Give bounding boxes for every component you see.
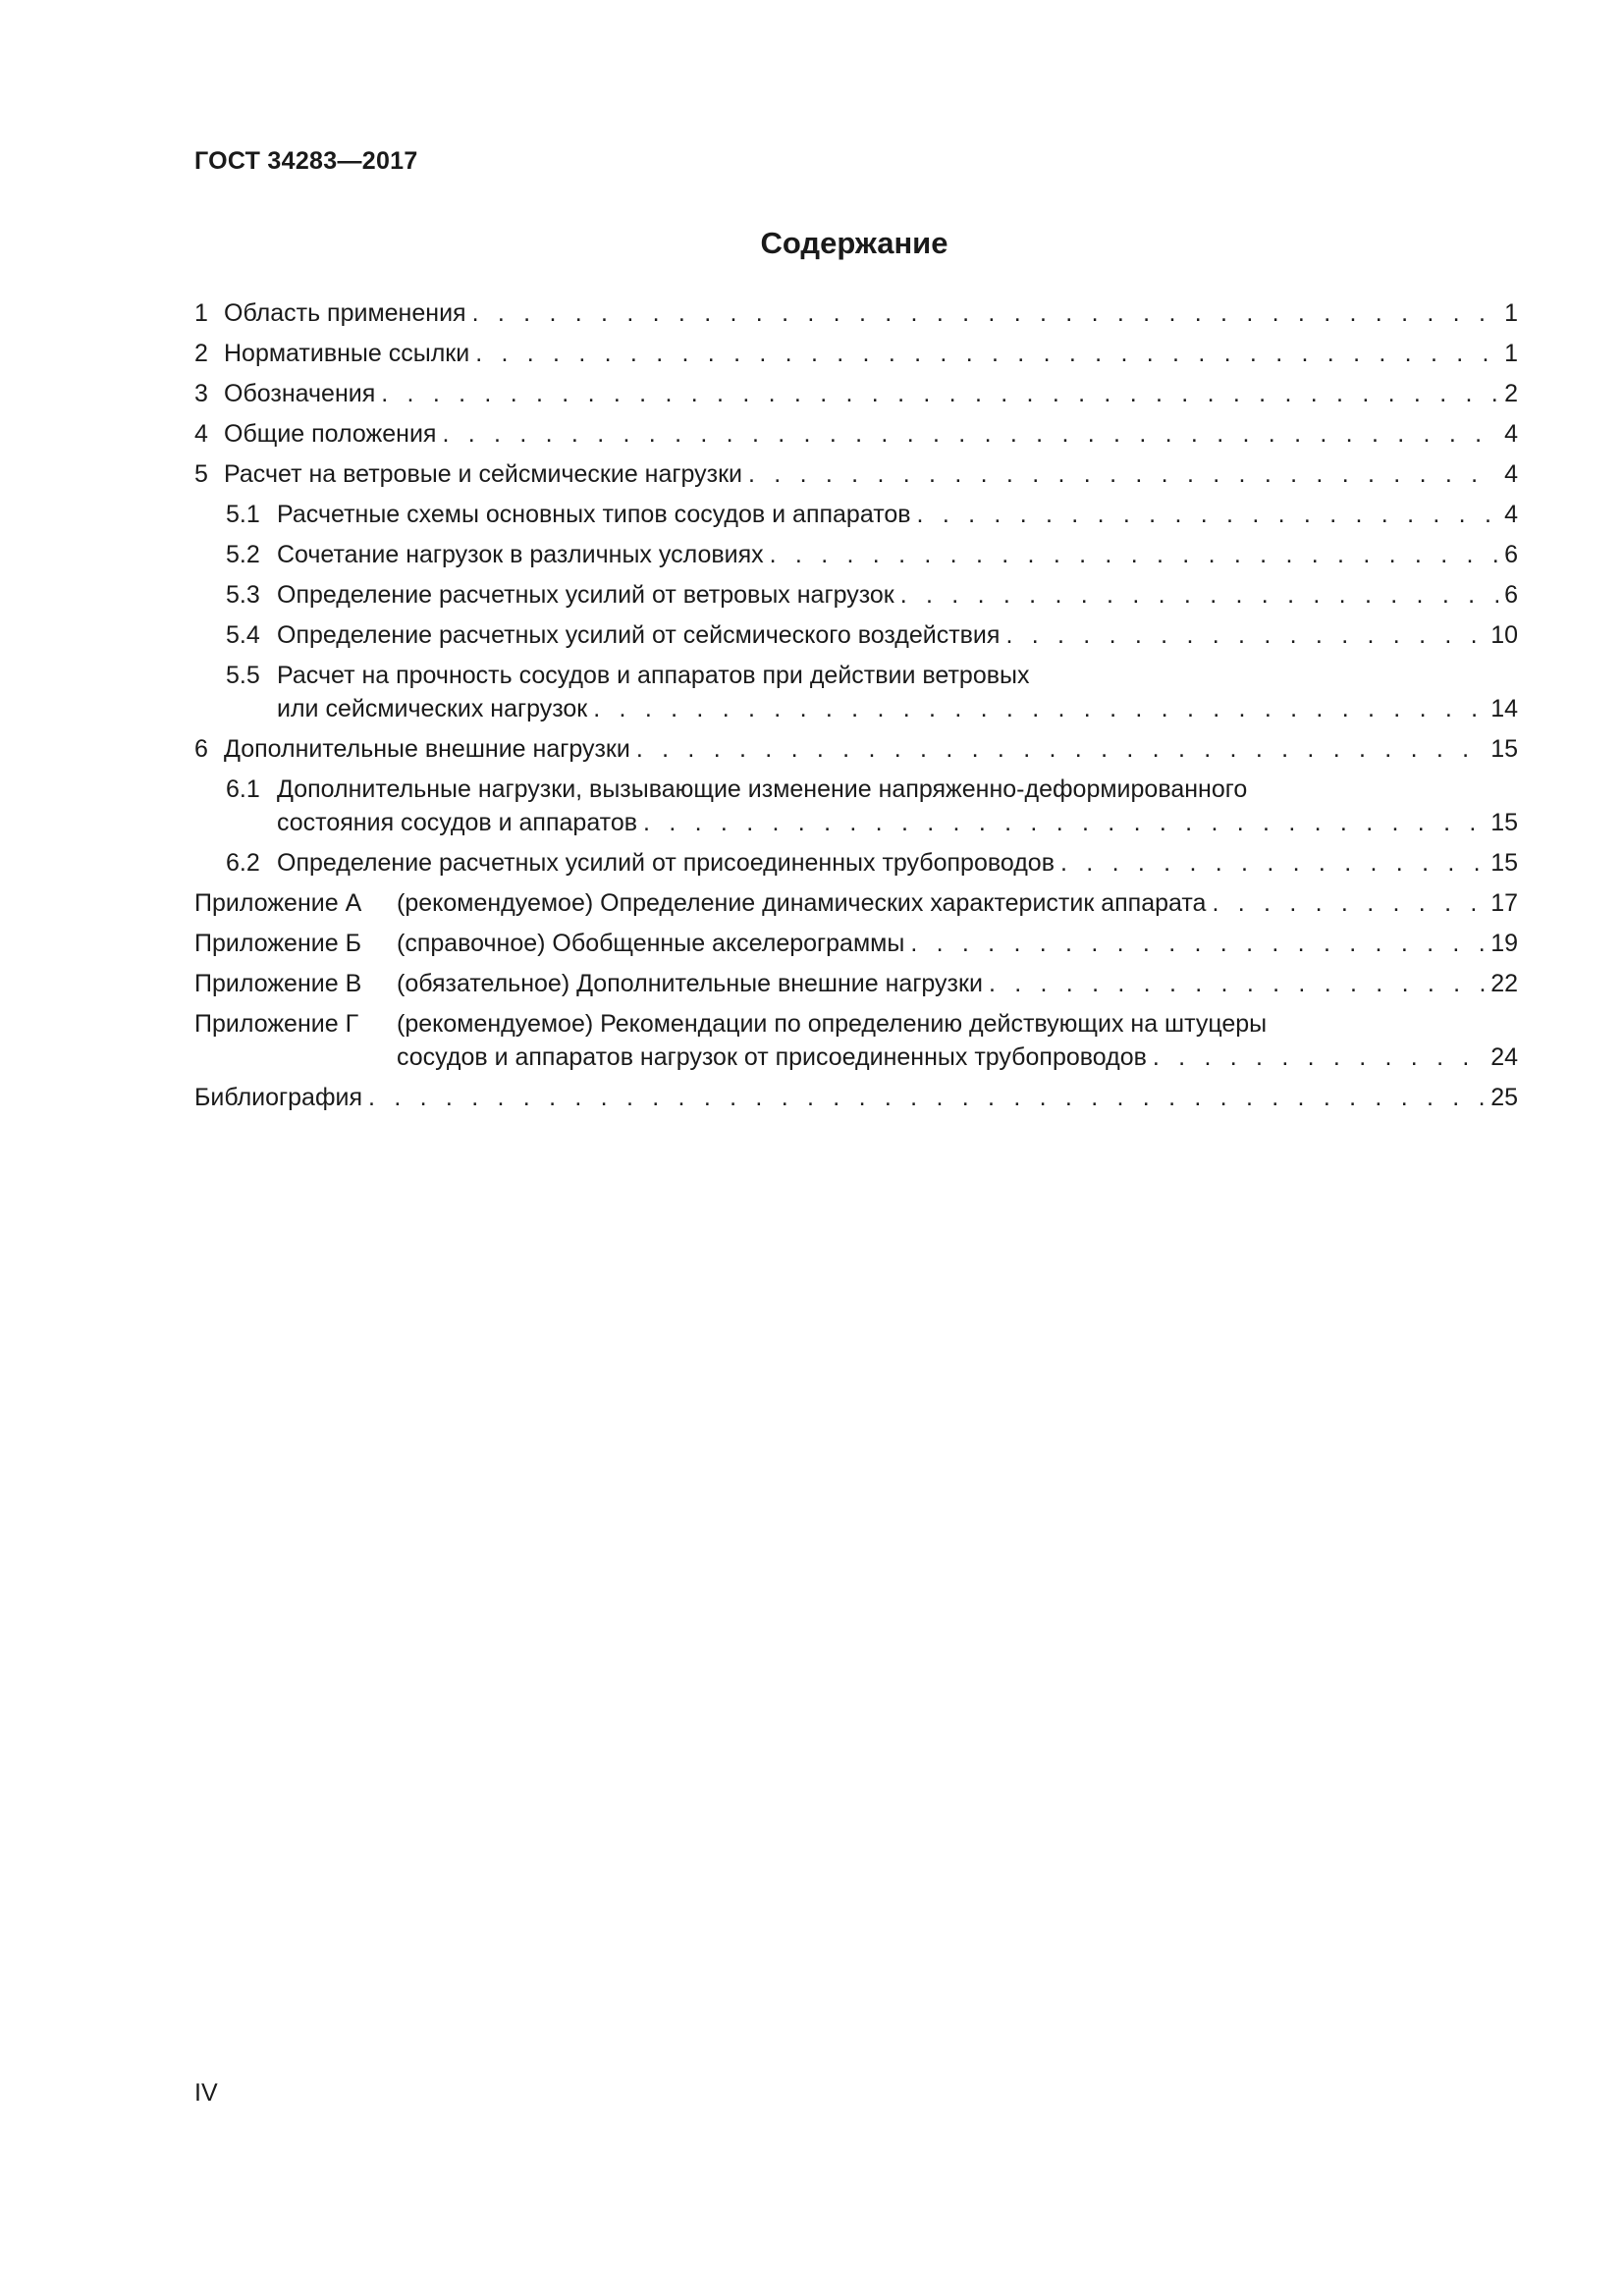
toc-entry-page: 15 xyxy=(1490,849,1518,877)
toc-entry-page: 24 xyxy=(1490,1043,1518,1071)
dot-leader xyxy=(1153,1038,1485,1078)
toc-entry[interactable] xyxy=(194,770,1518,843)
toc-entry-number: 3 xyxy=(194,380,208,407)
toc-entry-page: 4 xyxy=(1504,460,1518,488)
toc-entry-page: 17 xyxy=(1490,889,1518,917)
toc-entry-title-continued: состояния сосудов и аппаратов xyxy=(277,809,638,836)
toc-entry-title: Расчетные схемы основных типов сосудов и аппаратов xyxy=(277,501,911,528)
dot-leader xyxy=(472,294,1499,334)
page-number: IV xyxy=(194,2079,218,2107)
toc-appendix-label: Приложение В xyxy=(194,970,362,997)
toc-entry[interactable] xyxy=(194,414,1518,454)
toc-entry-title: Сочетание нагрузок в различных условиях xyxy=(277,541,764,568)
dot-leader xyxy=(643,803,1485,843)
dot-leader xyxy=(1060,843,1485,883)
dot-leader xyxy=(900,575,1498,615)
toc-entry[interactable] xyxy=(194,575,1518,615)
toc-entry-title: Определение расчетных усилий от сейсмического воздействия xyxy=(277,621,1001,649)
toc-entry[interactable] xyxy=(194,374,1518,414)
toc-entry-title: Дополнительные внешние нагрузки xyxy=(224,735,630,763)
toc-entry-number: 4 xyxy=(194,420,208,448)
toc-entry[interactable] xyxy=(194,535,1518,575)
toc-entry-appendix[interactable] xyxy=(194,883,1518,924)
toc-appendix-label: Приложение Б xyxy=(194,930,361,957)
dot-leader xyxy=(910,924,1485,964)
toc-entry-number: 5.2 xyxy=(226,541,260,568)
toc-entry-number: 2 xyxy=(194,340,208,367)
toc-entry-title: Определение расчетных усилий от ветровых нагрузок xyxy=(277,581,894,609)
toc-entry-bibliography[interactable] xyxy=(194,1078,1518,1118)
toc-entry[interactable] xyxy=(194,615,1518,656)
table-of-contents xyxy=(194,294,1518,1118)
toc-entry-title-continued: или сейсмических нагрузок xyxy=(277,695,588,722)
toc-entry-number: 5.3 xyxy=(226,581,260,609)
toc-entry-page: 22 xyxy=(1490,970,1518,997)
toc-entry-title: Область применения xyxy=(224,299,466,327)
toc-entry-page: 10 xyxy=(1490,621,1518,649)
toc-entry[interactable] xyxy=(194,454,1518,495)
dot-leader xyxy=(368,1078,1485,1118)
toc-entry-title: Дополнительные нагрузки, вызывающие изменение напряженно-деформированного xyxy=(277,775,1248,803)
toc-entry-page: 4 xyxy=(1504,420,1518,448)
toc-entry-number: 5.1 xyxy=(226,501,260,528)
dot-leader xyxy=(770,535,1498,575)
toc-entry[interactable] xyxy=(194,334,1518,374)
dot-leader xyxy=(1212,883,1485,924)
toc-entry-page: 14 xyxy=(1490,695,1518,722)
toc-entry-title: (обязательное) Дополнительные внешние нагрузки xyxy=(397,970,983,997)
toc-entry-title: Общие положения xyxy=(224,420,437,448)
dot-leader xyxy=(917,495,1499,535)
dot-leader xyxy=(1005,615,1485,656)
toc-entry-appendix[interactable] xyxy=(194,924,1518,964)
toc-entry-page: 2 xyxy=(1504,380,1518,407)
toc-entry-title: Обозначения xyxy=(224,380,376,407)
toc-entry-number: 5 xyxy=(194,460,208,488)
toc-entry-page: 15 xyxy=(1490,735,1518,763)
toc-entry[interactable] xyxy=(194,294,1518,334)
toc-entry-page: 25 xyxy=(1490,1084,1518,1111)
toc-entry[interactable] xyxy=(194,656,1518,729)
toc-entry-number: 5.5 xyxy=(226,662,260,689)
toc-entry-page: 4 xyxy=(1504,501,1518,528)
toc-entry-title: (справочное) Обобщенные акселерограммы xyxy=(397,930,905,957)
toc-entry-page: 6 xyxy=(1504,581,1518,609)
toc-entry-page: 6 xyxy=(1504,541,1518,568)
toc-entry-title: Расчет на прочность сосудов и аппаратов при действии ветровых xyxy=(277,662,1030,689)
dot-leader xyxy=(381,374,1498,414)
toc-entry-number: 1 xyxy=(194,299,208,327)
toc-entry-title: Определение расчетных усилий от присоединенных трубопроводов xyxy=(277,849,1055,877)
toc-entry-page: 19 xyxy=(1490,930,1518,957)
document-header: ГОСТ 34283—2017 xyxy=(194,147,418,175)
toc-appendix-label: Приложение А xyxy=(194,889,362,917)
toc-entry-title: Расчет на ветровые и сейсмические нагрузки xyxy=(224,460,742,488)
toc-entry[interactable] xyxy=(194,729,1518,770)
toc-entry[interactable] xyxy=(194,495,1518,535)
toc-entry-page: 1 xyxy=(1504,340,1518,367)
dot-leader xyxy=(636,729,1485,770)
dot-leader xyxy=(593,689,1485,729)
toc-entry-number: 6 xyxy=(194,735,208,763)
toc-entry-title: (рекомендуемое) Определение динамических характеристик аппарата xyxy=(397,889,1207,917)
toc-entry-number: 6.2 xyxy=(226,849,260,877)
toc-title: Содержание xyxy=(760,226,948,260)
dot-leader xyxy=(989,964,1485,1004)
toc-entry[interactable] xyxy=(194,843,1518,883)
toc-entry-number: 6.1 xyxy=(226,775,260,803)
dot-leader xyxy=(442,414,1498,454)
toc-entry-appendix[interactable] xyxy=(194,964,1518,1004)
dot-leader xyxy=(475,334,1498,374)
toc-entry-title-continued: сосудов и аппаратов нагрузок от присоединенных трубопроводов xyxy=(397,1043,1147,1071)
dot-leader xyxy=(748,454,1498,495)
toc-entry-appendix[interactable] xyxy=(194,1004,1518,1078)
toc-appendix-label: Приложение Г xyxy=(194,1010,359,1038)
toc-entry-title: (рекомендуемое) Рекомендации по определению действующих на штуцеры xyxy=(397,1010,1268,1038)
toc-entry-title: Библиография xyxy=(194,1084,363,1111)
toc-entry-page: 1 xyxy=(1504,299,1518,327)
toc-entry-page: 15 xyxy=(1490,809,1518,836)
toc-entry-number: 5.4 xyxy=(226,621,260,649)
toc-entry-title: Нормативные ссылки xyxy=(224,340,470,367)
